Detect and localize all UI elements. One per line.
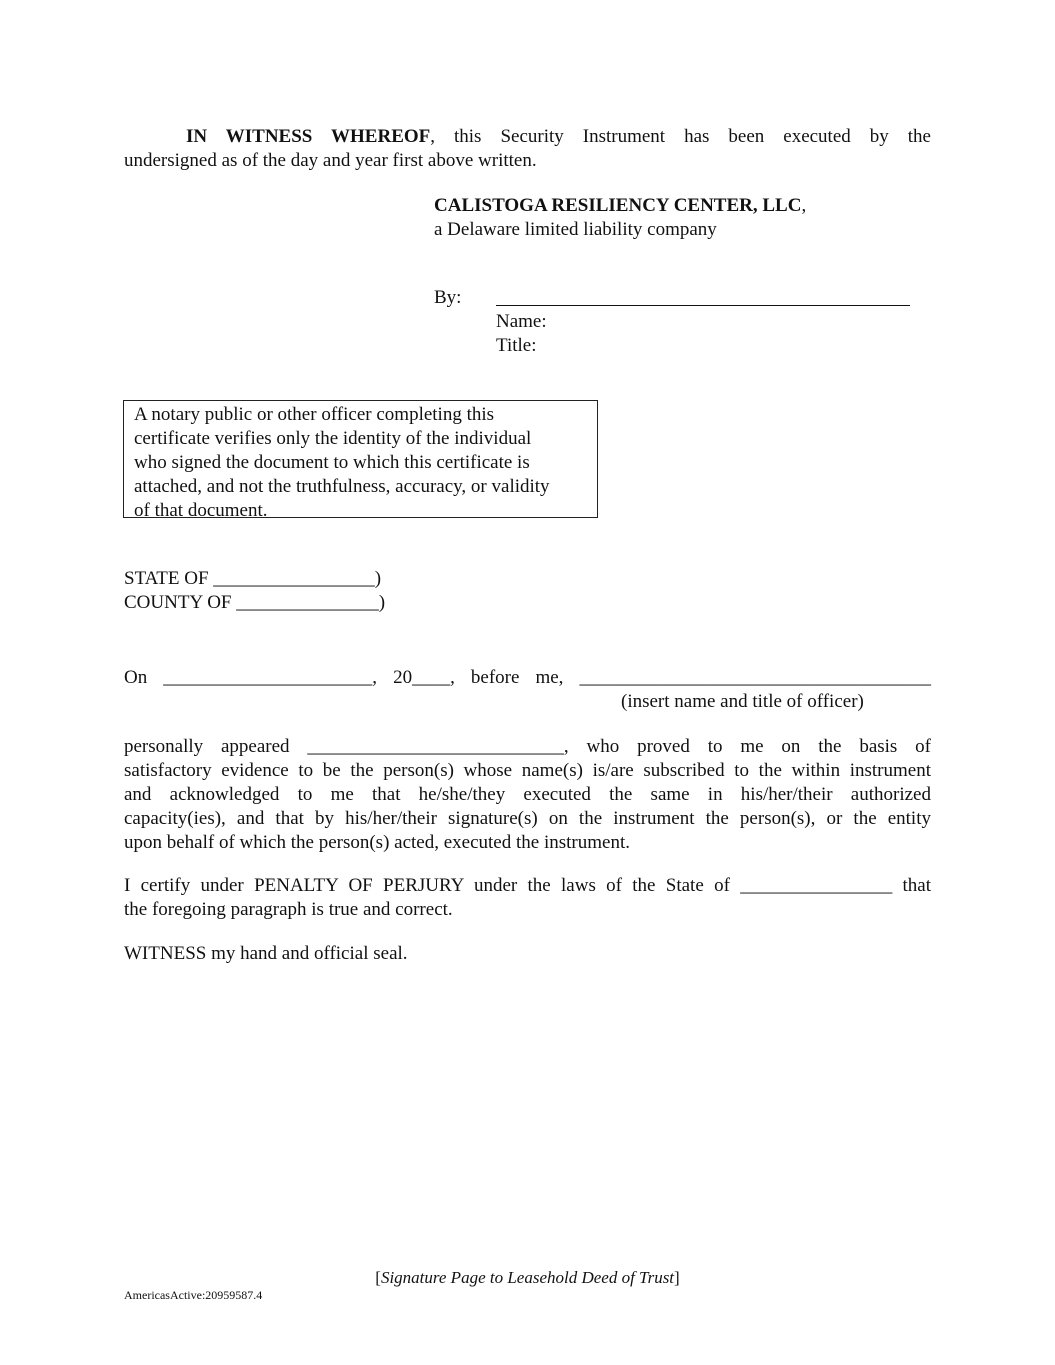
appeared-line: capacity(ies), and that by his/her/their signature(s) on the instrument the person(s), or the entity — [124, 808, 931, 829]
county-of-line: COUNTY OF _______________) — [124, 592, 386, 613]
witness-paragraph — [124, 125, 931, 173]
state-of-line: STATE OF _________________) — [124, 568, 382, 589]
appeared-line: personally appeared ___________________________, who proved to me on the basis of — [124, 736, 931, 757]
footer-bracket-open: [ — [375, 1268, 381, 1287]
witness-lead: IN WITNESS WHEREOF — [186, 126, 431, 147]
notary-notice-line: attached, and not the truthfulness, accuracy, or validity — [134, 476, 550, 497]
notary-notice-line: of that document. — [134, 500, 268, 521]
witness-line-1-rest: , this Security Instrument has been executed by the — [430, 126, 931, 147]
notary-notice-line: A notary public or other officer completing this — [134, 404, 495, 425]
appeared-line: and acknowledged to me that he/she/they executed the same in his/her/their authorized — [124, 784, 931, 805]
on-date-line — [124, 666, 931, 690]
perjury-paragraph — [124, 874, 931, 922]
notary-notice-box — [123, 400, 598, 521]
footer-bracket-close: ] — [674, 1268, 680, 1287]
appeared-paragraph — [124, 735, 931, 855]
witness-seal-line: WITNESS my hand and official seal. — [124, 943, 408, 964]
name-label: Name: — [496, 311, 547, 332]
witness-line-2: undersigned as of the day and year first above written. — [124, 150, 537, 171]
company-name-bold: CALISTOGA RESILIENCY CENTER, LLC — [434, 195, 802, 216]
footer-caption-text: Signature Page to Leasehold Deed of Trust — [380, 1268, 675, 1287]
notary-notice-line: certificate verifies only the identity of the individual — [134, 428, 532, 449]
perjury-line-1: I certify under PENALTY OF PERJURY under the laws of the State of ________________ that — [124, 875, 931, 896]
title-label: Title: — [496, 335, 537, 356]
footer-caption — [0, 1266, 1055, 1290]
officer-caption: (insert name and title of officer) — [621, 691, 864, 712]
perjury-line-2: the foregoing paragraph is true and correct. — [124, 899, 453, 920]
signature-line[interactable] — [496, 305, 910, 306]
company-name — [434, 194, 806, 218]
on-date-text: On ______________________, 20____, before me, _____________________________________ — [124, 667, 931, 688]
notary-notice-line: who signed the document to which this certificate is — [134, 452, 530, 473]
appeared-line: satisfactory evidence to be the person(s) whose name(s) is/are subscribed to the within instrument — [124, 760, 931, 781]
document-id: AmericasActive:20959587.4 — [124, 1288, 263, 1302]
company-name-comma: , — [801, 195, 807, 216]
appeared-line-last: upon behalf of which the person(s) acted, executed the instrument. — [124, 832, 630, 853]
witness-line-1 — [124, 125, 931, 149]
by-label: By: — [434, 287, 462, 308]
company-description: a Delaware limited liability company — [434, 219, 717, 240]
